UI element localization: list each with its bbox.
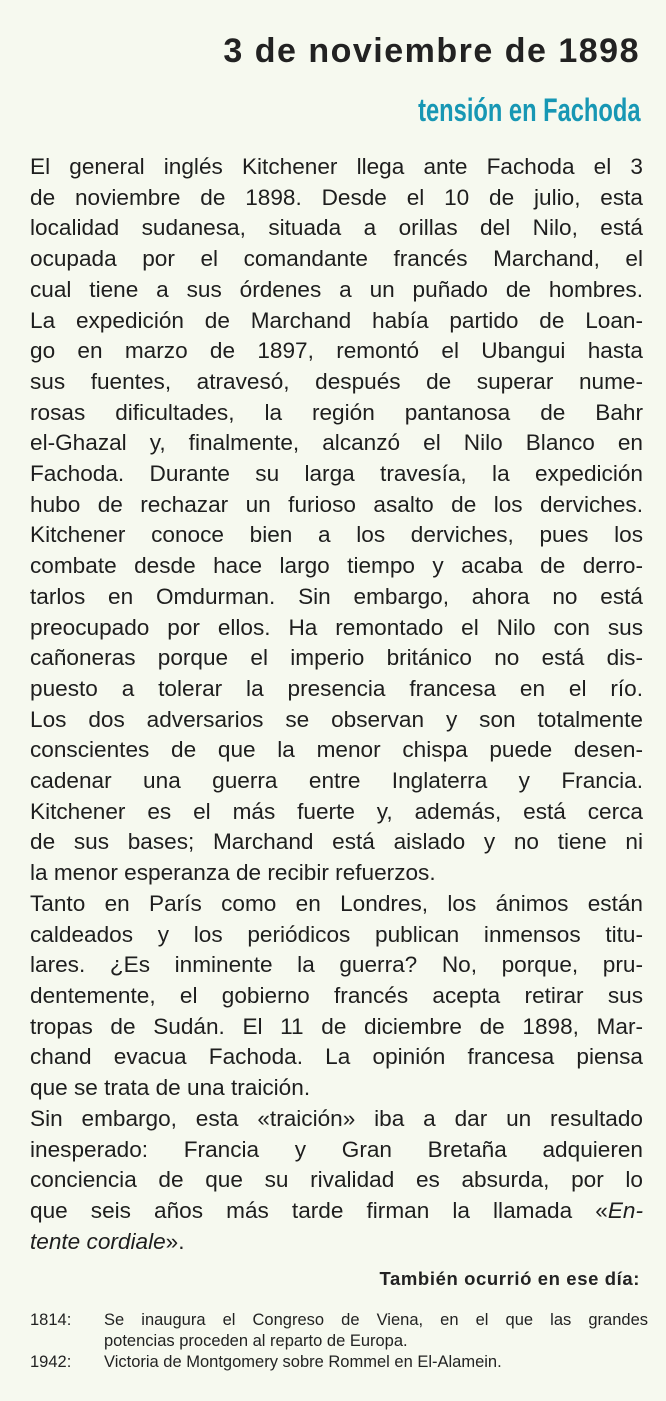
events-list bbox=[30, 1310, 648, 1374]
page-subtitle: tensión en Fachoda bbox=[417, 92, 640, 128]
body-line: localidad sudanesa, situada a orillas del Nilo, está bbox=[30, 215, 643, 241]
event-year: 1814: bbox=[30, 1311, 72, 1329]
also-happened-heading: También ocurrió en ese día: bbox=[379, 1268, 640, 1289]
body-line: de sus bases; Marchand está aislado y no tiene ni bbox=[30, 829, 643, 855]
body-line: cual tiene a sus órdenes a un puñado de hombres. bbox=[30, 276, 643, 302]
body-line: de noviembre de 1898. Desde el 10 de julio, esta bbox=[30, 184, 643, 210]
body-line: Kitchener es el más fuerte y, además, está cerca bbox=[30, 798, 643, 824]
body-line: tarlos en Omdurman. Sin embargo, ahora no está bbox=[30, 583, 643, 609]
page-title: 3 de noviembre de 1898 bbox=[223, 32, 640, 70]
body-line: conciencia de que su rivalidad es absurda, por lo bbox=[30, 1167, 643, 1193]
body-line: que se trata de una traición. bbox=[30, 1075, 311, 1101]
body-line: cadenar una guerra entre Inglaterra y Francia. bbox=[30, 768, 643, 794]
body-line: caldeados y los periódicos publican inmensos titu- bbox=[30, 921, 643, 947]
body-line: el-Ghazal y, finalmente, alcanzó el Nilo Blanco en bbox=[30, 430, 643, 456]
body-line: Kitchener conoce bien a los derviches, pues los bbox=[30, 522, 643, 548]
body-line: El general inglés Kitchener llega ante Fachoda el 3 bbox=[30, 154, 643, 179]
body-line: Los dos adversarios se observan y son totalmente bbox=[30, 706, 643, 732]
body-line: hubo de rechazar un furioso asalto de los derviches. bbox=[30, 491, 643, 517]
italic-term: En- bbox=[607, 1197, 643, 1223]
body-line-text: ». bbox=[165, 1228, 185, 1254]
body-line: dentemente, el gobierno francés acepta retirar sus bbox=[30, 982, 643, 1008]
event-description bbox=[104, 1310, 648, 1351]
event-year: 1942: bbox=[30, 1353, 72, 1371]
body-line: Sin embargo, esta «traición» iba a dar un resultado bbox=[30, 1105, 643, 1131]
body-line bbox=[30, 1227, 643, 1258]
body-line: chand evacua Fachoda. La opinión francesa piensa bbox=[30, 1044, 643, 1070]
body-line: Tanto en París como en Londres, los ánimos están bbox=[30, 890, 643, 916]
body-line: la menor esperanza de recibir refuerzos. bbox=[30, 860, 436, 886]
event-description bbox=[104, 1352, 648, 1373]
body-line: ocupada por el comandante francés Marchand, el bbox=[30, 246, 643, 272]
body-line: sus fuentes, atravesó, después de superar nume- bbox=[30, 368, 643, 394]
body-line: cañoneras porque el imperio británico no está dis- bbox=[30, 645, 643, 671]
body-line: go en marzo de 1897, remontó el Ubangui hasta bbox=[30, 338, 643, 364]
body-line: inesperado: Francia y Gran Bretaña adquieren bbox=[30, 1136, 643, 1162]
event-line: Victoria de Montgomery sobre Rommel en El-Alamein. bbox=[104, 1353, 502, 1371]
body-line: Fachoda. Durante su larga travesía, la expedición bbox=[30, 461, 643, 487]
event-item bbox=[30, 1310, 648, 1351]
event-line: potencias proceden al reparto de Europa. bbox=[104, 1331, 408, 1350]
body-line: preocupado por ellos. Ha remontado el Nilo con sus bbox=[30, 614, 643, 640]
body-line: tropas de Sudán. El 11 de diciembre de 1898, Mar- bbox=[30, 1013, 643, 1039]
body-line: La expedición de Marchand había partido de Loan- bbox=[30, 307, 643, 333]
article-body bbox=[30, 152, 643, 1257]
body-line: puesto a tolerar la presencia francesa en el río. bbox=[30, 675, 643, 701]
body-line: combate desde hace largo tiempo y acaba de derro- bbox=[30, 553, 643, 579]
body-line bbox=[30, 1196, 643, 1227]
body-line: conscientes de que la menor chispa puede desen- bbox=[30, 737, 643, 763]
italic-term: tente cordiale bbox=[30, 1228, 166, 1254]
body-line: rosas dificultades, la región pantanosa de Bahr bbox=[30, 399, 643, 425]
body-line: lares. ¿Es inminente la guerra? No, porque, pru- bbox=[30, 952, 643, 978]
body-line-text: que seis años más tarde firman la llamada « bbox=[30, 1197, 608, 1223]
event-item bbox=[30, 1352, 648, 1373]
event-line: Se inaugura el Congreso de Viena, en el que las grandes bbox=[104, 1311, 648, 1329]
